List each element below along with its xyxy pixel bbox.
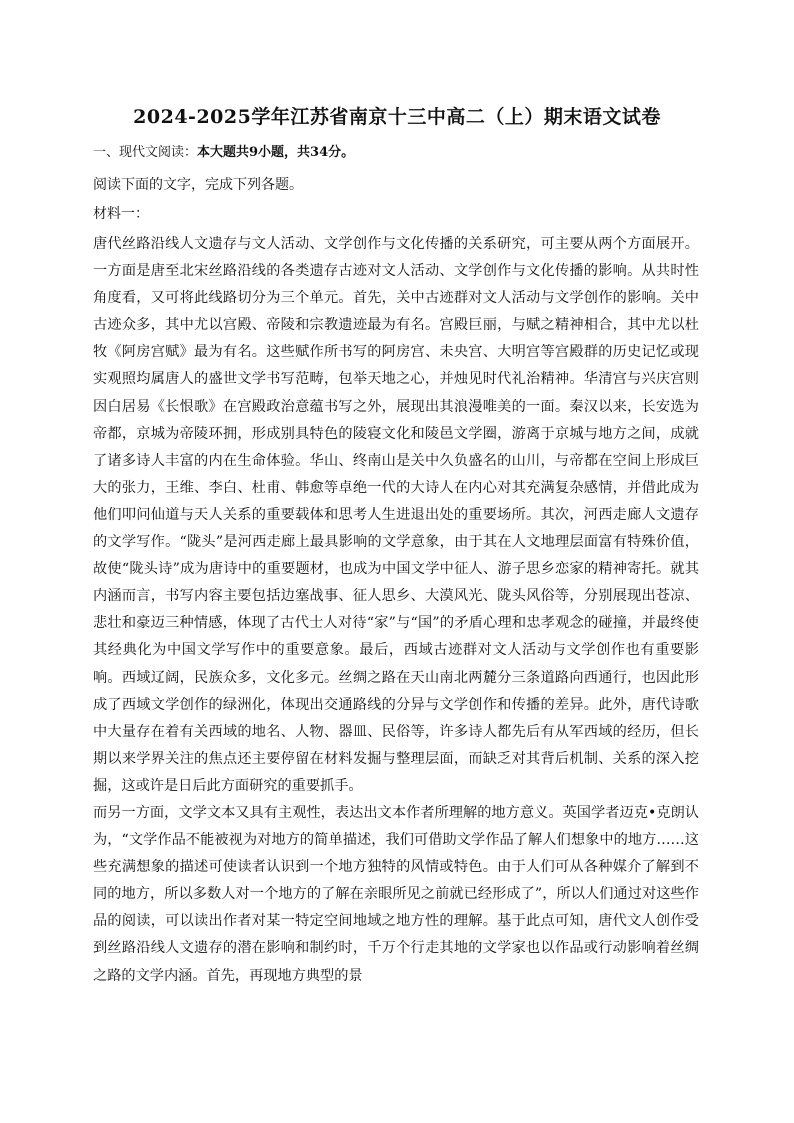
material-one-body — [93, 231, 699, 990]
section-heading — [93, 143, 354, 163]
exam-title: 2024-2025学年江苏省南京十三中高二（上）期末语文试卷 — [133, 106, 661, 128]
reading-instruction: 阅读下面的文字，完成下列各题。 — [93, 177, 303, 193]
section-score-info: 本大题共9小题，共34分。 — [197, 145, 355, 160]
paragraph-2: 而另一方面，文学文本又具有主观性，表达出文本作者所理解的地方意义。英国学者迈克•克朗认为，“文学作品不能被视为对地方的简单描述，我们可借助文学作品了解人们想象中的地方……这些充满想象的描述可使读者认识到一个地方独特的风情或特色。由于人们可从各种媒介了解到不同的地方，所以多数人对一个地方的了解在亲眼所见之前就已经形成了”，所以人们通过对这些作品的阅读，可以读出作者对某一特定空间地域之地方性的理解。基于此点可知，唐代文人创作受到丝路沿线人文遗存的潜在影响和制约时，千万个行走其地的文学家也以作品或行动影响着丝绸之路的文学内涵。首先，再现地方典型的景 — [93, 804, 699, 984]
paragraph-1: 唐代丝路沿线人文遗存与文人活动、文学创作与文化传播的关系研究，可主要从两个方面展开。一方面是唐至北宋丝路沿线的各类遗存古迹对文人活动、文学创作与文化传播的影响。从共时性角度看，又可将此线路切分为三个单元。首先，关中古迹群对文人活动与文学创作的影响。关中古迹众多，其中尤以宫殿、帝陵和宗教遗迹最为有名。宫殿巨丽，与赋之精神相合，其中尤以杜牧《阿房宫赋》最为有名。这些赋作所书写的阿房宫、未央宫、大明宫等宫殿群的历史记忆或现实观照均属唐人的盛世文学书写范畴，包举天地之心，并烛见时代礼治精神。华清宫与兴庆宫则因白居易《长恨歌》在宫殿政治意蕴书写之外，展现出其浪漫唯美的一面。秦汉以来，长安选为帝都，京城为帝陵环拥，形成别具特色的陵寝文化和陵邑文学圈，游离于京城与地方之间，成就了诸多诗人丰富的内在生命体验。华山、终南山是关中久负盛名的山川，与帝都在空间上形成巨大的张力，王维、李白、杜甫、韩愈等卓绝一代的大诗人在内心对其充满复杂感情，并借此成为他们叩问仙道与天人关系的重要载体和思考人生进退出处的重要场所。其次，河西走廊人文遗存的文学写作。“陇头”是河西走廊上最具影响的文学意象，由于其在人文地理层面富有特殊价值，故使“陇头诗”成为唐诗中的重要题材，也成为中国文学中征人、游子思乡恋家的精神寄托。就其内涵而言，书写内容主要包括边塞战事、征人思乡、大漠风光、陇头风俗等，分别展现出苍凉、悲壮和豪迈三种情感，体现了古代士人对待“家”与“国”的矛盾心理和忠孝观念的碰撞，并最终使其经典化为中国文学写作中的重要意象。最后，西域古迹群对文人活动与文学创作也有重要影响。西域辽阔，民族众多，文化多元。丝绸之路在天山南北两麓分三条道路向西通行，也因此形成了西域文学创作的绿洲化，体现出交通路线的分异与文学创作和传播的差异。此外，唐代诗歌中大量存在着有关西域的地名、人物、器皿、民俗等，许多诗人都先后有从军西域的经历，但长期以来学界关注的焦点还主要停留在材料发掘与整理层面，而缺乏对其背后机制、关系的深入挖掘，这或许是日后此方面研究的重要抓手。 — [93, 236, 699, 794]
material-label: 材料一： — [93, 206, 149, 222]
section-prefix: 一、现代文阅读： — [93, 145, 198, 160]
